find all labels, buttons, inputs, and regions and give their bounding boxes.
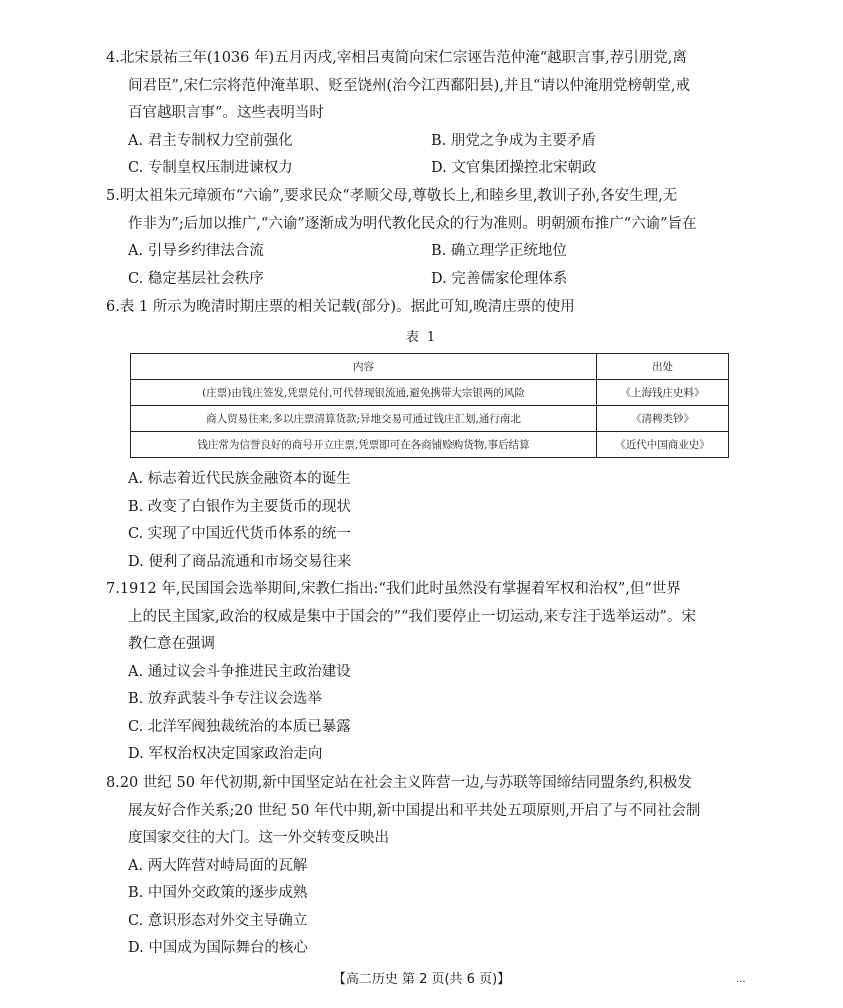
option-a: A. 君主专制权力空前强化 <box>128 132 293 149</box>
question-stem <box>106 294 746 322</box>
option-c: C. 实现了中国近代货币体系的统一 <box>128 526 351 542</box>
stem-line: 8.20 世纪 50 年代初期,新中国坚定站在社会主义阵营一边,与苏联等国缔结同盟条约,积极发 <box>106 775 692 791</box>
record-table <box>130 353 729 458</box>
question-8 <box>106 770 746 963</box>
option-d: D. 文官集团操控北宋朝政 <box>431 160 597 176</box>
stem-line: 6.表 1 所示为晚清时期庄票的相关记载(部分)。据此可知,晚清庄票的使用 <box>106 299 575 315</box>
option-row <box>106 238 746 266</box>
stem-line: 作非为”;后加以推广,“六谕”逐渐成为明代教化民众的行为准则。明朝颁布推广“六谕”旨在 <box>128 215 697 232</box>
question-6 <box>106 294 746 322</box>
option-c: C. 意识形态对外交主导确立 <box>128 912 308 929</box>
cell-source: 《近代中国商业史》 <box>597 432 729 458</box>
option-b: B. 中国外交政策的逐步成熟 <box>128 885 308 901</box>
table-caption: 表 1 <box>405 330 438 345</box>
stem-line: 展友好合作关系;20 世纪 50 年代中期,新中国提出和平共处五项原则,开启了与不同社会制 <box>128 802 701 819</box>
option-c: C. 专制皇权压制进谏权力 <box>128 160 293 176</box>
option-a: A. 标志着近代民族金融资本的诞生 <box>128 471 351 487</box>
table-row <box>131 432 729 458</box>
footer-mark: ... <box>736 974 746 985</box>
option-row <box>106 128 746 156</box>
stem-line: 5.明太祖朱元璋颁布“六谕”,要求民众“孝顺父母,尊敬长上,和睦乡里,教训子孙,各安生理,无 <box>106 188 678 204</box>
option-c: C. 稳定基层社会秩序 <box>128 270 264 287</box>
option-d: D. 完善儒家伦理体系 <box>431 270 568 287</box>
option-d: D. 便利了商品流通和市场交易往来 <box>128 553 352 570</box>
cell-content: 钱庄常为信誉良好的商号开立庄票,凭票即可在各商铺赊购货物,事后结算 <box>131 432 597 458</box>
option-a: A. 两大阵营对峙局面的瓦解 <box>128 857 308 874</box>
option-a: A. 通过议会斗争推进民主政治建设 <box>128 663 351 680</box>
option-row <box>106 266 746 294</box>
cell-source: 《上海钱庄史料》 <box>597 380 729 406</box>
question-stem <box>106 770 746 853</box>
page-footer: 【高二历史 第 2 页(共 6 页)】 <box>332 972 511 987</box>
cell-content: (庄票)由钱庄签发,凭票兑付,可代替现银流通,避免携带大宗银两的风险 <box>131 380 597 406</box>
column-header-content: 内容 <box>131 354 597 380</box>
cell-content: 商人贸易往来,多以庄票清算货款;异地交易可通过钱庄汇划,通行南北 <box>131 406 597 432</box>
option-b: B. 改变了白银作为主要货币的现状 <box>128 498 351 515</box>
question-5 <box>106 183 746 293</box>
option-c: C. 北洋军阀独裁统治的本质已暴露 <box>128 718 351 735</box>
column-header-source: 出处 <box>597 354 729 380</box>
question-7 <box>106 576 746 769</box>
stem-line: 教仁意在强调 <box>128 636 215 652</box>
table-header-row <box>131 354 729 380</box>
cell-source: 《清稗类钞》 <box>597 406 729 432</box>
table-row <box>131 380 729 406</box>
question-stem <box>106 183 746 238</box>
stem-line: 度国家交往的大门。这一外交转变反映出 <box>128 830 389 846</box>
option-d: D. 军权治权决定国家政治走向 <box>128 746 323 762</box>
option-b: B. 放弃武装斗争专注议会选举 <box>128 691 322 707</box>
option-d: D. 中国成为国际舞台的核心 <box>128 940 308 956</box>
option-b: B. 朋党之争成为主要矛盾 <box>431 132 596 149</box>
stem-line: 上的民主国家,政治的权威是集中于国会的”“我们要停止一切运动,来专注于选举运动”。宋 <box>128 608 696 625</box>
option-row <box>106 155 746 183</box>
option-b: B. 确立理学正统地位 <box>431 243 567 259</box>
stem-line: 4.北宋景祐三年(1036 年)五月丙戌,宰相吕夷简向宋仁宗诬告范仲淹“越职言事,荐引朋党,离 <box>106 50 687 66</box>
question-stem <box>106 576 746 659</box>
question-stem <box>106 45 746 128</box>
table-row <box>131 406 729 432</box>
question-4 <box>106 45 746 183</box>
stem-line: 百官越职言事”。这些表明当时 <box>128 105 324 121</box>
question-6-options <box>106 466 746 576</box>
stem-line: 间君臣”,宋仁宗将范仲淹革职、贬至饶州(治今江西鄱阳县),并且“请以仲淹朋党榜朝堂,戒 <box>128 77 690 94</box>
stem-line: 7.1912 年,民国国会选举期间,宋教仁指出:“我们此时虽然没有掌握着军权和治权”,但“世界 <box>106 581 681 597</box>
option-a: A. 引导乡约律法合流 <box>128 243 264 259</box>
